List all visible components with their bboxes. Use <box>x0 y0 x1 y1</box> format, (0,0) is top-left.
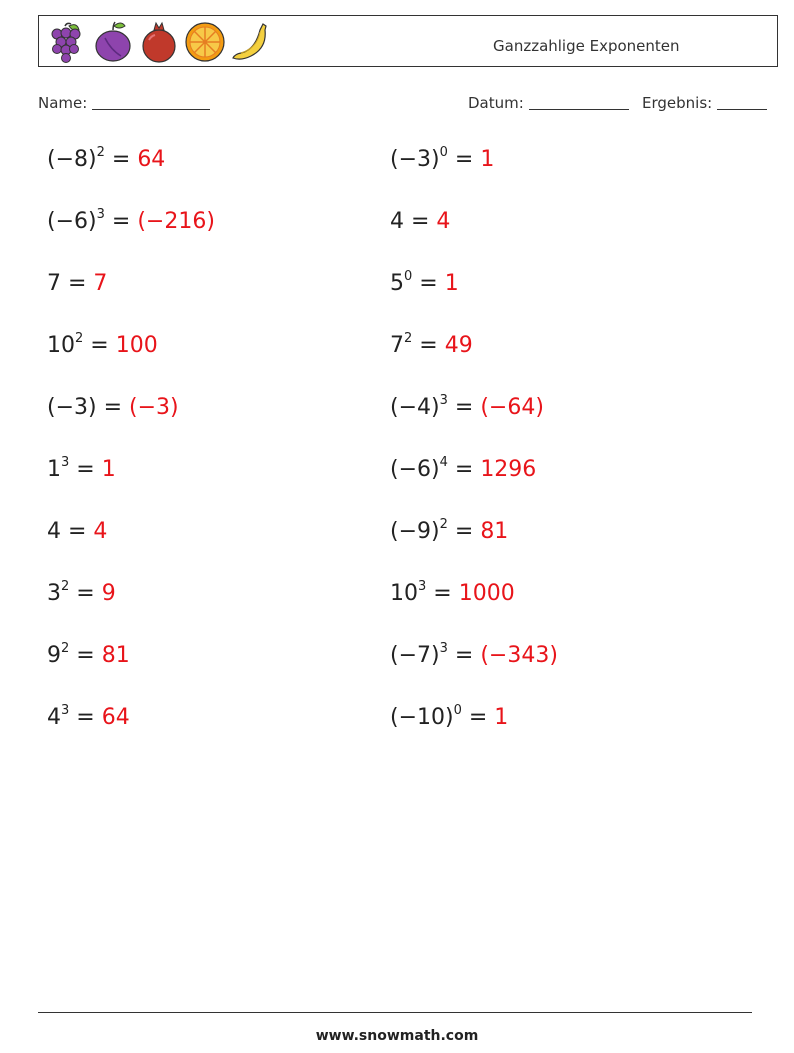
problem-base: (−6) <box>390 457 440 482</box>
problem-answer: 9 <box>101 581 116 606</box>
equals-sign: = <box>69 643 102 668</box>
problem-answer: 1 <box>444 271 459 296</box>
problem-left-7 <box>47 519 107 544</box>
problem-answer: 64 <box>137 147 166 172</box>
problem-left-8 <box>47 581 116 606</box>
problem-base: 4 <box>47 705 61 730</box>
problem-exponent: 2 <box>404 331 413 346</box>
equals-sign: = <box>447 519 481 544</box>
footer-url: www.snowmath.com <box>315 1028 479 1044</box>
problem-right-10 <box>390 705 508 730</box>
problem-base: (−6) <box>47 209 97 234</box>
problem-answer: 1296 <box>480 457 537 482</box>
problem-base: 5 <box>390 271 404 296</box>
equals-sign: = <box>69 457 102 482</box>
problem-exponent: 2 <box>439 517 448 532</box>
problem-right-3 <box>390 271 459 296</box>
problem-exponent: 0 <box>404 269 413 284</box>
problem-answer: 49 <box>444 333 473 358</box>
problem-exponent: 2 <box>96 145 105 160</box>
equals-sign: = <box>104 147 138 172</box>
problem-answer: 4 <box>436 209 451 234</box>
problem-right-4 <box>390 333 473 358</box>
problem-base: 7 <box>390 333 404 358</box>
footer-divider <box>38 1012 752 1013</box>
problem-base: 10 <box>390 581 418 606</box>
problem-answer: (−3) <box>129 395 179 420</box>
problem-base: 4 <box>390 209 404 234</box>
date-label: Datum: <box>468 94 524 112</box>
problem-answer: (−343) <box>480 643 558 668</box>
problem-left-1 <box>47 147 165 172</box>
problem-left-9 <box>47 643 130 668</box>
problem-base: (−4) <box>390 395 440 420</box>
name-label: Name: <box>38 94 88 112</box>
equals-sign: = <box>461 705 495 730</box>
equals-sign: = <box>404 209 437 234</box>
equals-sign: = <box>61 519 94 544</box>
result-label: Ergebnis: <box>642 94 713 112</box>
problem-base: (−10) <box>390 705 454 730</box>
problem-exponent: 4 <box>439 455 448 470</box>
equals-sign: = <box>69 581 102 606</box>
problem-right-8 <box>390 581 515 606</box>
problem-base: (−7) <box>390 643 440 668</box>
problem-exponent: 3 <box>418 579 427 594</box>
problem-left-5 <box>47 395 179 420</box>
equals-sign: = <box>83 333 116 358</box>
problem-left-2 <box>47 209 215 234</box>
equals-sign: = <box>69 705 102 730</box>
problem-base: (−9) <box>390 519 440 544</box>
problem-answer: 7 <box>93 271 108 296</box>
problem-base: 4 <box>47 519 61 544</box>
equals-sign: = <box>447 457 481 482</box>
problem-right-6 <box>390 457 536 482</box>
problem-answer: 81 <box>101 643 130 668</box>
problem-answer: 1 <box>494 705 509 730</box>
problem-base: (−8) <box>47 147 97 172</box>
problem-base: 7 <box>47 271 61 296</box>
equals-sign: = <box>447 395 481 420</box>
problem-base: 3 <box>47 581 61 606</box>
problem-answer: 1 <box>480 147 495 172</box>
problem-exponent: 3 <box>61 703 70 718</box>
problem-exponent: 0 <box>453 703 462 718</box>
problem-exponent: 3 <box>439 393 448 408</box>
problem-answer: 100 <box>115 333 158 358</box>
equals-sign: = <box>96 395 130 420</box>
problem-exponent: 2 <box>75 331 84 346</box>
problem-right-2 <box>390 209 450 234</box>
equals-sign: = <box>412 333 445 358</box>
problem-base: (−3) <box>47 395 97 420</box>
problem-answer: (−216) <box>137 209 215 234</box>
problem-base: 10 <box>47 333 75 358</box>
problem-left-4 <box>47 333 158 358</box>
equals-sign: = <box>447 147 481 172</box>
problem-exponent: 3 <box>61 455 70 470</box>
problem-answer: 4 <box>93 519 108 544</box>
problem-answer: 81 <box>480 519 509 544</box>
problem-base: (−3) <box>390 147 440 172</box>
problem-answer: (−64) <box>480 395 544 420</box>
problem-exponent: 0 <box>439 145 448 160</box>
problem-left-10 <box>47 705 130 730</box>
equals-sign: = <box>104 209 138 234</box>
problem-right-9 <box>390 643 558 668</box>
equals-sign: = <box>412 271 445 296</box>
problem-base: 9 <box>47 643 61 668</box>
equals-sign: = <box>61 271 94 296</box>
problem-base: 1 <box>47 457 61 482</box>
problem-left-6 <box>47 457 116 482</box>
problem-exponent: 2 <box>61 579 70 594</box>
equals-sign: = <box>447 643 481 668</box>
problem-right-5 <box>390 395 544 420</box>
problem-right-1 <box>390 147 494 172</box>
problem-answer: 1000 <box>458 581 515 606</box>
problem-exponent: 3 <box>96 207 105 222</box>
problem-answer: 64 <box>101 705 130 730</box>
worksheet-title: Ganzzahlige Exponenten <box>493 37 680 55</box>
problem-exponent: 3 <box>439 641 448 656</box>
problem-exponent: 2 <box>61 641 70 656</box>
problem-right-7 <box>390 519 508 544</box>
problem-answer: 1 <box>101 457 116 482</box>
equals-sign: = <box>426 581 459 606</box>
problem-left-3 <box>47 271 107 296</box>
